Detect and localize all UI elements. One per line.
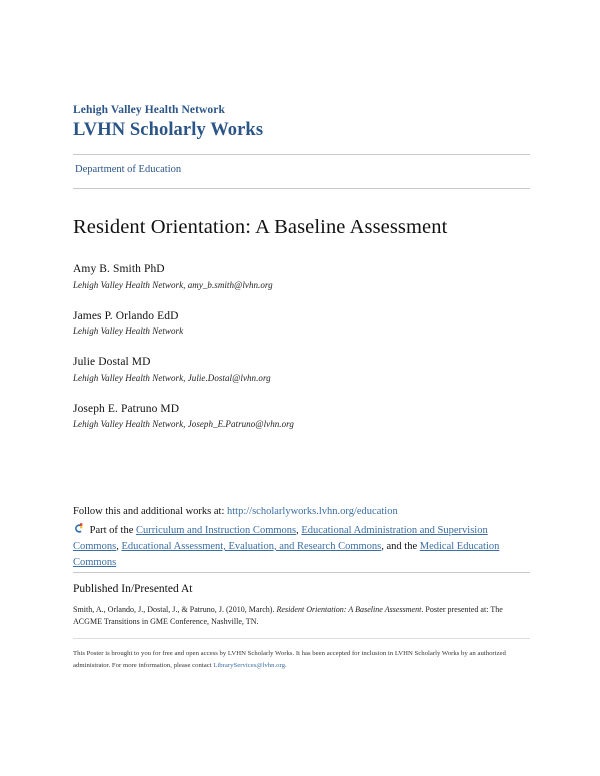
published-heading: Published In/Presented At xyxy=(73,583,193,595)
commons-link-medical-education[interactable]: Medical Education Commons xyxy=(73,540,500,568)
author-name: James P. Orlando EdD xyxy=(73,309,179,322)
commons-link-educational-administration[interactable]: Educational Administration and Supervision Commons xyxy=(73,525,488,552)
follow-prefix: Follow this and additional works at: xyxy=(73,506,225,517)
author-entry xyxy=(73,309,530,339)
author-entry xyxy=(73,262,530,292)
commons-separator: , xyxy=(296,525,299,537)
page-title: Resident Orientation: A Baseline Assessment xyxy=(73,215,448,238)
footer-section xyxy=(73,638,530,671)
follow-line xyxy=(73,504,533,519)
citation-text xyxy=(73,597,530,629)
commons-link-educational-assessment[interactable]: Educational Assessment, Evaluation, and Research Commons xyxy=(121,540,382,552)
commons-separator: , xyxy=(116,540,119,552)
citation-prefix: Smith, A., Orlando, J., Dostal, J., & Patruno, J. (2010, March). xyxy=(73,604,277,614)
footer-text-trailing: . xyxy=(285,661,287,669)
commons-link-curriculum[interactable]: Curriculum and Instruction Commons xyxy=(136,525,297,537)
author-list xyxy=(73,240,530,431)
commons-line xyxy=(73,519,533,570)
follow-section xyxy=(73,504,533,570)
commons-conjunction: , and the xyxy=(381,540,418,552)
author-affiliation: Lehigh Valley Health Network, Joseph_E.Patruno@lvhn.org xyxy=(73,419,294,430)
author-affiliation: Lehigh Valley Health Network, Julie.Dostal@lvhn.org xyxy=(73,372,271,383)
author-name: Joseph E. Patruno MD xyxy=(73,402,180,415)
author-entry xyxy=(73,355,530,385)
repository-url-link[interactable]: http://scholarlyworks.lvhn.org/education xyxy=(227,506,398,517)
masthead xyxy=(73,0,530,189)
author-affiliation: Lehigh Valley Health Network, amy_b.smith@lvhn.org xyxy=(73,279,273,290)
organization-name: Lehigh Valley Health Network xyxy=(73,104,225,116)
department-label: Department of Education xyxy=(75,163,182,175)
author-entry xyxy=(73,402,530,432)
author-name: Julie Dostal MD xyxy=(73,356,151,369)
footer-disclaimer xyxy=(73,648,530,671)
library-services-email-link[interactable]: LibraryServices@lvhn.org xyxy=(213,661,286,669)
footer-text-leading: This Poster is brought to you for free and open access by LVHN Scholarly Works. It has been accepted for inclusion in LVHN Scholarly Works by an authorized administrator. For more information, please contact xyxy=(73,650,506,669)
part-of-label: Part of the xyxy=(89,525,134,537)
document-content xyxy=(73,0,530,431)
author-name: Amy B. Smith PhD xyxy=(73,263,165,276)
digital-commons-icon xyxy=(73,523,84,534)
citation-suffix: . Poster presented at: The ACGME Transitions in GME Conference, Nashville, TN. xyxy=(73,604,503,627)
repository-name: LVHN Scholarly Works xyxy=(73,119,264,140)
citation-title: Resident Orientation: A Baseline Assessment xyxy=(276,604,422,614)
author-affiliation: Lehigh Valley Health Network xyxy=(73,326,184,337)
footer-divider xyxy=(73,638,530,639)
published-section xyxy=(73,572,530,629)
